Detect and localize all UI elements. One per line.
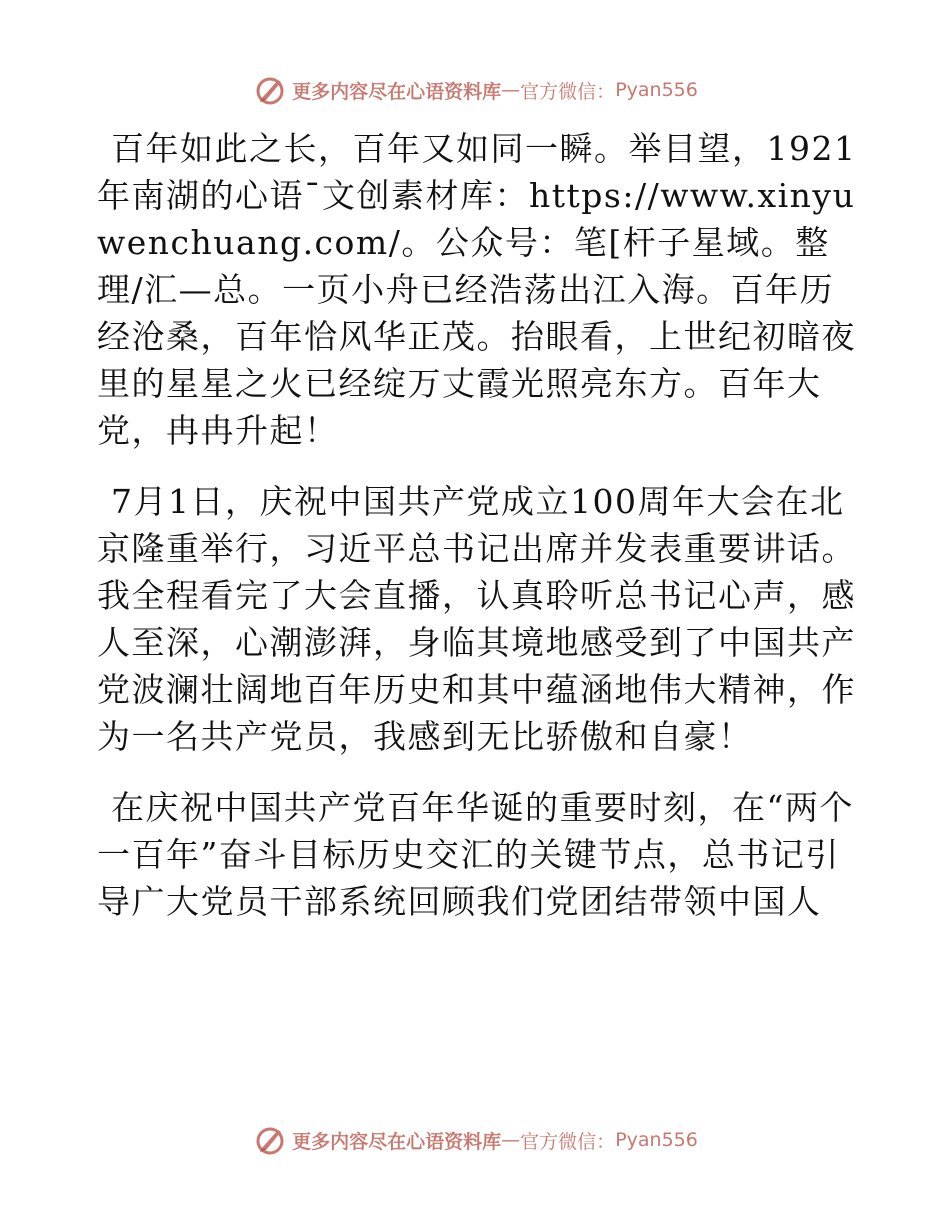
brush-logo-icon — [252, 1122, 288, 1158]
brush-logo-icon — [252, 72, 288, 108]
paragraph-3: 在庆祝中国共产党百年华诞的重要时刻，在“两个一百年”奋斗目标历史交汇的关键节点，总书记引导广大党员干部系统回顾我们党团结带领中国人 — [97, 788, 854, 921]
header-label: 更多内容尽在心语资料库 — [292, 80, 502, 103]
footer-separator: — — [501, 1129, 521, 1151]
header-banner — [0, 70, 950, 110]
footer-wechat-id: Pyan556 — [615, 1129, 698, 1151]
header-wechat-label: 官方微信： — [520, 80, 616, 103]
footer-wechat-label: 官方微信： — [520, 1130, 616, 1153]
paragraph-2: 7月1日，庆祝中国共产党成立100周年大会在北京隆重举行，习近平总书记出席并发表重要讲话。我全程看完了大会直播，认真聆听总书记心声，感人至深，心潮澎湃，身临其境地感受到了中国共产党波澜壮阔地百年历史和其中蕴涵地伟大精神，作为一名共产党员，我感到无比骄傲和自豪！ — [97, 482, 856, 756]
document-body — [97, 125, 857, 949]
footer-label: 更多内容尽在心语资料库 — [292, 1130, 502, 1153]
header-wechat-id: Pyan556 — [615, 79, 698, 101]
header-separator: — — [501, 79, 521, 101]
footer-banner — [0, 1120, 950, 1160]
paragraph-1: 百年如此之长，百年又如同一瞬。举目望，1921年南湖的心语¯文创素材库：https://www.xinyuwenchuang.com/。公众号：笔[杆子星域。整理/汇—总。一页小舟已经浩荡出江入海。百年历经沧桑，百年恰风华正茂。抬眼看，上世纪初暗夜里的星星之火已经绽万丈霞光照亮东方。百年大党，冉冉升起！ — [97, 129, 857, 450]
